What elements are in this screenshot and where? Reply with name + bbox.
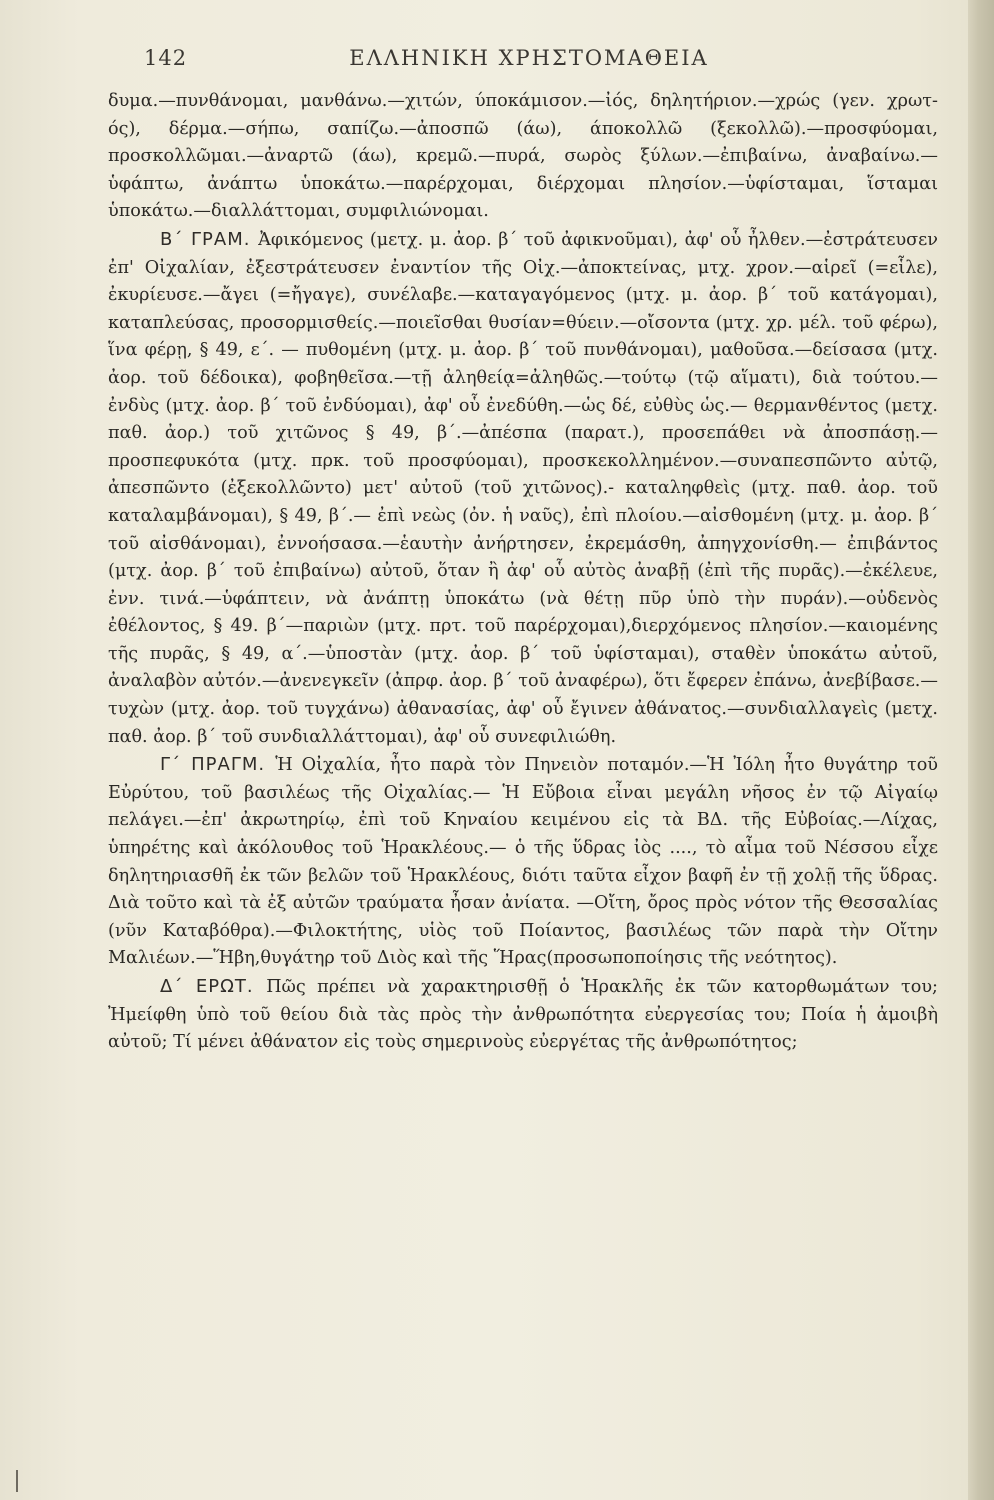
running-title: ΕΛΛΗΝΙΚΗ ΧΡΗΣΤΟΜΑΘΕΙΑ bbox=[349, 46, 709, 70]
paragraph-text: δυμα.—πυνθάνομαι, μανθάνω.—χιτών, ύποκάμισον.—ἰός, δηλητήριον.—χρώς (γεν. χρωτ-ός), δέρμα.—σήπω, σαπίζω.—ἀποσπῶ (άω), άποκολλῶ (ξεκολλῶ).—προσφύομαι, προσκολλῶμαι.—ἀναρτῶ (άω), κρεμῶ.—πυρά, σωρὸς ξύλων.—ἐπιβαίνω, ἀναβαίνω.—ὑφάπτω, ἀνάπτω ὑποκάτω.—παρέρχομαι, διέρχομαι πλησίον.—ὑφίσταμαι, ἵσταμαι ὑποκάτω.—διαλλάττομαι, συμφιλιώνομαι. bbox=[108, 91, 938, 222]
questions-section bbox=[108, 973, 938, 1057]
section-label-questions: Δ΄ ΕΡΩΤ. bbox=[160, 976, 267, 997]
book-spine-edge bbox=[968, 0, 994, 1500]
page-header bbox=[108, 46, 950, 80]
page-number: 142 bbox=[144, 46, 188, 70]
scan-mark bbox=[16, 1470, 18, 1492]
paragraph-text: Πῶς πρέπει νὰ χαρακτηρισθῇ ὁ Ἡρακλῆς ἐκ τῶν κατορθωμάτων του; Ἠμείφθη ὑπὸ τοῦ θείου διὰ τὰς πρὸς τὴν ἀνθρωπότητα εὐεργεσίας του; Ποία ἡ ἀμοιβὴ αὐτοῦ; Τί μένει ἀθάνατον εἰς τοὺς σημερινοὺς εὐεργέτας τῆς ἀνθρωπότητος; bbox=[108, 977, 938, 1053]
vocabulary-paragraph bbox=[108, 88, 938, 226]
facts-section bbox=[108, 751, 938, 973]
paragraph-text: Ἀφικόμενος (μετχ. μ. ἀορ. β΄ τοῦ ἀφικνοῦμαι), ἀφ' οὗ ἦλθεν.—ἐστράτευσεν ἐπ' Οἰχαλίαν, ἐξεστράτευσεν ἐναντίον τῆς Οἰχ.—ἀποκτείνας, μτχ. χρον.—αἱρεῖ (=εἷλε), ἐκυρίευσε.—ἄγει (=ἤγαγε), συνέλαβε.—καταγαγόμενος (μτχ. μ. ἀορ. β΄ τοῦ κατάγομαι), καταπλεύσας, προσορμισθείς.—ποιεῖσθαι θυσίαν=θύειν.—οἴσοντα (μτχ. χρ. μέλ. τοῦ φέρω), ἵνα φέρῃ, § 49, ε΄. — πυθομένη (μτχ. μ. ἀορ. β΄ τοῦ πυνθάνομαι), μαθοῦσα.—δείσασα (μτχ. ἀορ. τοῦ δέδοικα), φοβηθεῖσα.—τῇ ἀληθείᾳ=ἀληθῶς.—τούτῳ (τῷ αἵματι), διὰ τούτου.—ἐνδὺς (μτχ. ἀορ. β΄ τοῦ ἐνδύομαι), ἀφ' οὗ ἐνεδύθη.—ὡς δέ, εὐθὺς ὡς.— θερμανθέντος (μετχ. παθ. ἀορ.) τοῦ χιτῶνος § 49, β΄.—ἀπέσπα (παρατ.), προσεπάθει νὰ ἀποσπάσῃ.—προσπεφυκότα (μτχ. πρκ. τοῦ προσφύομαι), προσκεκολλημένον.—συναπεσπῶντο αὐτῷ, ἀπεσπῶντο (ἐξεκολλῶντο) μετ' αὐτοῦ (τοῦ χιτῶνος).- καταληφθεὶς (μτχ. παθ. ἀορ. τοῦ καταλαμβάνομαι), § 49, β΄.— ἐπὶ νεὼς (ὀν. ἡ ναῦς), ἐπὶ πλοίου.—αἰσθομένη (μτχ. μ. ἀορ. β΄ τοῦ αἰσθάνομαι), ἐννοήσασα.—ἑαυτὴν ἀνήρτησεν, ἐκρεμάσθη, ἀπηγχονίσθη.— ἐπιβάντος (μτχ. ἀορ. β΄ τοῦ ἐπιβαίνω) αὐτοῦ, ὅταν ἢ ἀφ' οὗ αὐτὸς ἀναβῇ (ἐπὶ τῆς πυρᾶς).—ἐκέλευε, ἐνν. τινά.—ὑφάπτειν, νὰ ἀνάπτῃ ὑποκάτω (νὰ θέτῃ πῦρ ὑπὸ τὴν πυράν).—οὐδενὸς ἐθέλοντος, § 49. β΄—παριὼν (μτχ. πρτ. τοῦ παρέρχομαι),διερχόμενος πλησίον.—καιομένης τῆς πυρᾶς, § 49, α΄.—ὑποστὰν (μτχ. ἀορ. β΄ τοῦ ὑφίσταμαι), σταθὲν ὑποκάτω αὐτοῦ, ἀναλαβὸν αὐτόν.—ἀνενεγκεῖν (ἀπρφ. ἀορ. β΄ τοῦ ἀναφέρω), ὅτι ἔφερεν ἐπάνω, ἀνεβίβασε.—τυχὼν (μτχ. ἀορ. τοῦ τυγχάνω) ἀθανασίας, ἀφ' οὗ ἔγινεν ἀθάνατος.—συνδιαλλαγεὶς (μετχ. παθ. ἀορ. β΄ τοῦ συνδιαλλάττομαι), ἀφ' οὗ συνεφιλιώθη. bbox=[108, 229, 938, 747]
section-label-grammar: Β΄ ΓΡΑΜ. bbox=[160, 228, 259, 250]
grammar-section bbox=[108, 226, 938, 751]
body-text bbox=[108, 88, 938, 1057]
section-label-facts: Γ΄ ΠΡΑΓΜ. bbox=[160, 754, 276, 776]
paragraph-text: Ἡ Οἰχαλία, ἦτο παρὰ τὸν Πηνειὸν ποταμόν.—Ἡ Ἰόλη ἦτο θυγάτηρ τοῦ Εὐρύτου, τοῦ βασιλέως τῆς Οἰχαλίας.— Ἡ Εὔβοια εἶναι μεγάλη νῆσος ἐν τῷ Αἰγαίῳ πελάγει.—ἐπ' ἀκρωτηρίῳ, ἐπὶ τοῦ Κηναίου κειμένου εἰς τὰ ΒΔ. τῆς Εὐβοίας.—Λίχας, ὑπηρέτης καὶ ἀκόλουθος τοῦ Ἡρακλέους.— ὁ τῆς ὕδρας ἰὸς ...., τὸ αἷμα τοῦ Νέσσου εἶχε δηλητηριασθῆ ἐκ τῶν βελῶν τοῦ Ἡρακλέους, διότι ταῦτα εἶχον βαφῆ ἐν τῇ χολῇ τῆς ὕδρας. Διὰ τοῦτο καὶ τὰ ἐξ αὐτῶν τραύματα ἦσαν ἀνίατα. —Οἴτη, ὄρος πρὸς νότον τῆς Θεσσαλίας (νῦν Καταβόθρα).—Φιλοκτήτης, υἱὸς τοῦ Ποίαντος, βασιλέως τῶν παρὰ τὴν Οἴτην Μαλιέων.—Ἥβη,θυγάτηρ τοῦ Διὸς καὶ τῆς Ἥρας(προσωποποίησις τῆς νεότητος). bbox=[108, 755, 938, 969]
